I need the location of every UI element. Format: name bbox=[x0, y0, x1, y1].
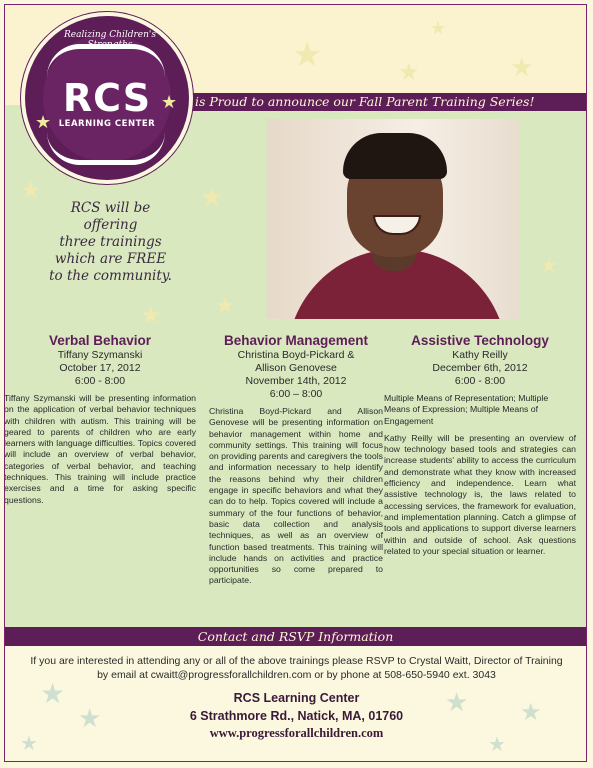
training-presenter: Allison Genovese bbox=[255, 362, 337, 374]
intro-line: which are FREE bbox=[54, 251, 167, 267]
training-presenter: Kathy Reilly bbox=[452, 349, 508, 361]
star-icon: ★ bbox=[215, 294, 235, 319]
star-icon: ★ bbox=[540, 253, 558, 277]
contact-details-text: by email at cwaitt@progressforallchildren.com or by phone at 508-650-5940 ext. 3043 bbox=[97, 669, 496, 681]
star-icon: ★ bbox=[292, 35, 323, 75]
star-icon: ★ bbox=[78, 704, 102, 734]
contact-heading: Contact and RSVP Information bbox=[197, 629, 394, 644]
star-icon: ★ bbox=[510, 53, 534, 83]
star-icon: ★ bbox=[35, 112, 52, 133]
star-icon: ★ bbox=[488, 732, 506, 756]
star-icon: ★ bbox=[430, 18, 447, 39]
star-icon: ★ bbox=[161, 92, 178, 113]
star-icon: ★ bbox=[20, 176, 42, 204]
contact-rsvp-text: If you are interested in attending any or all of the above trainings please RSVP to Crystal Waitt, Director of Training bbox=[30, 655, 563, 667]
training-time: 6:00 – 8:00 bbox=[269, 388, 323, 400]
training-description: Christina Boyd-Pickard and Allison Genovese will be presenting information on behavior management within home and community settings. This training will focus on providing parents and caregivers the tools and information necessary to help identify the reasons behind why their children engage in specific behaviors and what they can do to help. Topics covered will include a summary of the four functions of behavior, basic data collection and analysis techniques, as well as an overview of function based treatments. This training will include hands on activities and practice opportunities so come prepared to participate. bbox=[209, 406, 383, 586]
intro-line: RCS will be bbox=[70, 200, 151, 216]
star-icon: ★ bbox=[445, 688, 469, 718]
training-date: December 6th, 2012 bbox=[432, 362, 528, 374]
logo-initials: RCS bbox=[62, 76, 152, 120]
training-presenter: Tiffany Szymanski bbox=[57, 349, 143, 361]
website-link[interactable]: www.progressforallchildren.com bbox=[209, 726, 384, 740]
logo-tagline: Realizing Children's Strengths bbox=[64, 30, 156, 50]
page-border bbox=[4, 4, 587, 762]
training-title: Assistive Technology bbox=[411, 333, 549, 348]
intro-line: three trainings bbox=[59, 234, 162, 250]
org-name: RCS Learning Center bbox=[233, 691, 360, 705]
training-date: October 17, 2012 bbox=[59, 362, 141, 374]
org-address: 6 Strathmore Rd., Natick, MA, 01760 bbox=[189, 709, 404, 723]
training-date: November 14th, 2012 bbox=[245, 375, 347, 387]
star-icon: ★ bbox=[40, 677, 66, 710]
star-icon: ★ bbox=[140, 301, 162, 329]
star-icon: ★ bbox=[20, 731, 38, 755]
training-summary: Multiple Means of Representation; Multiple Means of Expression; Multiple Means of Engagement bbox=[384, 393, 549, 426]
training-description: Tiffany Szymanski will be presenting information on the application of verbal behavior techniques with children with autism. This training will be geared to parents of children who are early learners with language difficulties. Topics covered will include an overview of verbal behavior, categories of verbal behavior, and teaching techniques. This training will include practice exercises and a time for asking specific questions. bbox=[4, 393, 196, 505]
announcement-text: is Proud to announce our Fall Parent Training Series! bbox=[195, 94, 535, 109]
training-presenter: Christina Boyd-Pickard & bbox=[237, 349, 355, 361]
training-title: Behavior Management bbox=[223, 333, 369, 348]
training-description: Kathy Reilly will be presenting an overview of how technology based tools and strategies can increase students' ability to access the curriculum and demonstrate what they know with increased efficiency and independence. Learn what assistive technology is, the laws related to accessing services, the framework for evaluation, and implementation planning. Catch a glimpse of tools and applications to support diverse learners within and outside of school. Ask questions related to your special situation or learner. bbox=[384, 432, 576, 556]
logo-subtitle: LEARNING CENTER bbox=[58, 119, 156, 129]
intro-line: to the community. bbox=[49, 268, 172, 284]
training-time: 6:00 - 8:00 bbox=[454, 375, 506, 387]
star-icon: ★ bbox=[398, 58, 420, 86]
intro-line: offering bbox=[83, 217, 138, 233]
star-icon: ★ bbox=[200, 183, 224, 213]
star-icon: ★ bbox=[520, 698, 542, 726]
training-time: 6:00 - 8:00 bbox=[74, 375, 126, 387]
training-title: Verbal Behavior bbox=[48, 333, 152, 348]
